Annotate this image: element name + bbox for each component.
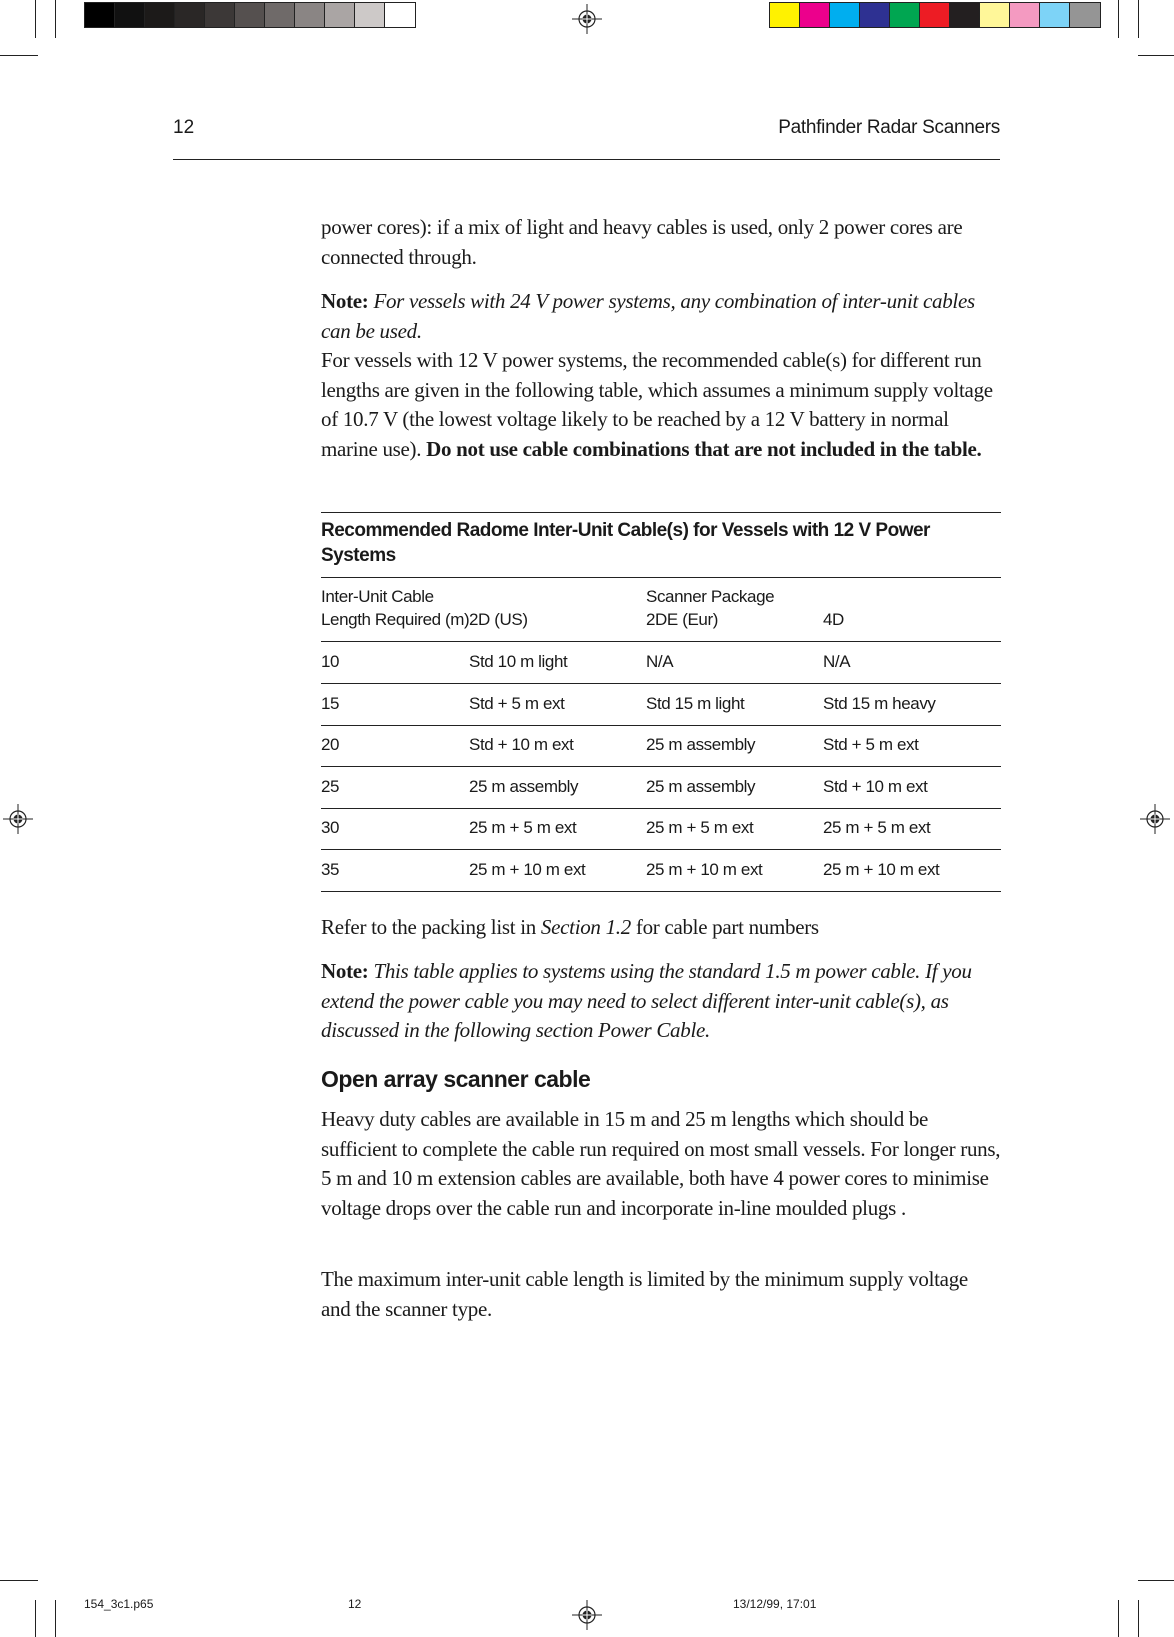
table-cell: 25	[321, 776, 340, 796]
color-swatch	[85, 3, 115, 27]
color-swatch	[830, 3, 860, 27]
slug-page: 12	[348, 1597, 362, 1611]
note-label: Note:	[321, 959, 369, 983]
body-paragraph: Heavy duty cables are available in 15 m and 25 m lengths which should be sufficient to complete the cable run required on most small vessels. For longer runs, 5 m and 10 m extension cables are available, both have 4 power cores to minimise voltage drops over the cable run and incorporate in-line moulded plugs .	[321, 1107, 1001, 1220]
color-swatch	[770, 3, 800, 27]
table-cell: 25 m assembly	[646, 735, 756, 754]
color-swatch	[920, 3, 950, 27]
table-cell: 25 m + 5 m ext	[823, 818, 931, 837]
table-cell: Std + 5 m ext	[823, 735, 919, 754]
color-swatch	[205, 3, 235, 27]
table-cell: Std + 10 m ext	[823, 776, 928, 796]
column-header-2de-eur: 2DE (Eur)	[646, 610, 718, 629]
table-cell: 35	[321, 859, 340, 879]
registration-mark-left	[3, 804, 33, 834]
registration-mark-top	[572, 4, 602, 34]
table-row-rule	[321, 766, 1001, 767]
section-paragraph-2	[321, 1265, 1001, 1324]
color-swatch	[890, 3, 920, 27]
table-cell: 25 m + 10 m ext	[823, 859, 940, 879]
table-top-rule	[321, 512, 1001, 513]
color-swatch	[385, 3, 415, 27]
table-cell: 25 m + 10 m ext	[646, 859, 763, 879]
color-swatch	[1010, 3, 1040, 27]
color-swatch	[1040, 3, 1070, 27]
color-swatch	[115, 3, 145, 27]
table-cell: Std 15 m heavy	[823, 693, 936, 713]
table-cell: 25 m assembly	[646, 776, 756, 796]
table-cell: 20	[321, 735, 340, 754]
slug-filename: 154_3c1.p65	[84, 1597, 154, 1611]
color-swatch	[295, 3, 325, 27]
table-row-rule	[321, 891, 1001, 892]
running-title: Pathfinder Radar Scanners	[778, 117, 1000, 138]
section-heading: Open array scanner cable	[321, 1066, 591, 1092]
body-paragraph: The maximum inter-unit cable length is limited by the minimum supply voltage and the scanner type.	[321, 1267, 968, 1321]
table-cell: 10	[321, 652, 340, 671]
intro-paragraph	[321, 213, 1001, 272]
table-header-rule	[321, 641, 1001, 642]
table-cell: 25 m + 10 m ext	[469, 859, 586, 879]
registration-mark-bottom	[572, 1600, 602, 1630]
body-paragraph: For vessels with 12 V power systems, the recommended cable(s) for different run lengths are given in the following table, which assumes a minimum supply voltage of 10.7 V (the lowest voltage likely to be reached by a 12 V battery in normal marine use).	[321, 348, 993, 461]
color-swatch	[175, 3, 205, 27]
note-block	[321, 287, 1001, 464]
process-color-bar	[769, 2, 1101, 28]
note-label: Note:	[321, 289, 369, 313]
section-reference-link: Section 1.2	[540, 915, 631, 939]
table-cell: N/A	[646, 652, 674, 671]
color-swatch	[950, 3, 980, 27]
section-paragraph-1	[321, 1105, 1001, 1223]
table-row-rule	[321, 683, 1001, 684]
table-cell: 25 m assembly	[469, 776, 579, 796]
table-row-rule	[321, 725, 1001, 726]
color-swatch	[1070, 3, 1100, 27]
table-row-rule	[321, 849, 1001, 850]
refer-paragraph	[321, 913, 1001, 943]
registration-mark-right	[1140, 804, 1170, 834]
note-block-2	[321, 957, 1001, 1046]
table-cell: 25 m + 5 m ext	[646, 818, 754, 837]
body-paragraph: power cores): if a mix of light and heavy cables is used, only 2 power cores are connected through.	[321, 215, 963, 269]
table-cell: N/A	[823, 652, 851, 671]
table-cell: Std + 5 m ext	[469, 693, 565, 713]
slug-datetime: 13/12/99, 17:01	[733, 1597, 817, 1611]
color-swatch	[980, 3, 1010, 27]
table-cell: 25 m + 5 m ext	[469, 818, 577, 837]
table-cell: Std 10 m light	[469, 652, 568, 671]
color-swatch	[265, 3, 295, 27]
note-text: For vessels with 24 V power systems, any combination of inter-unit cables can be used.	[321, 289, 975, 343]
table-cell: 30	[321, 818, 340, 837]
page-number: 12	[173, 117, 195, 138]
color-swatch	[145, 3, 175, 27]
table-cell: 15	[321, 693, 340, 713]
color-swatch	[325, 3, 355, 27]
column-header-length-line2: Length Required (m)	[321, 610, 470, 629]
table-title-rule	[321, 577, 1001, 578]
column-header-length-line1: Inter-Unit Cable	[321, 587, 434, 606]
grayscale-color-bar	[84, 2, 416, 28]
table-cell: Std 15 m light	[646, 693, 745, 713]
column-group-scanner-package: Scanner Package	[646, 587, 775, 606]
color-swatch	[800, 3, 830, 27]
color-swatch	[355, 3, 385, 27]
note-text: This table applies to systems using the standard 1.5 m power cable. If you extend the power cable you may need to select different inter-unit cable(s), as discussed in the following section Power Cable.	[321, 959, 972, 1042]
header-rule	[173, 159, 1000, 160]
column-header-2d-us: 2D (US)	[469, 610, 528, 629]
table-title: Recommended Radome Inter-Unit Cable(s) for Vessels with 12 V Power Systems	[321, 520, 930, 566]
refer-suffix: for cable part numbers	[635, 915, 819, 939]
table-row-rule	[321, 808, 1001, 809]
column-header-4d: 4D	[823, 610, 844, 629]
table-cell: Std + 10 m ext	[469, 735, 574, 754]
color-swatch	[860, 3, 890, 27]
color-swatch	[235, 3, 265, 27]
refer-prefix: Refer to the packing list in	[321, 915, 536, 939]
warning-text: Do not use cable combinations that are not included in the table.	[426, 436, 982, 461]
